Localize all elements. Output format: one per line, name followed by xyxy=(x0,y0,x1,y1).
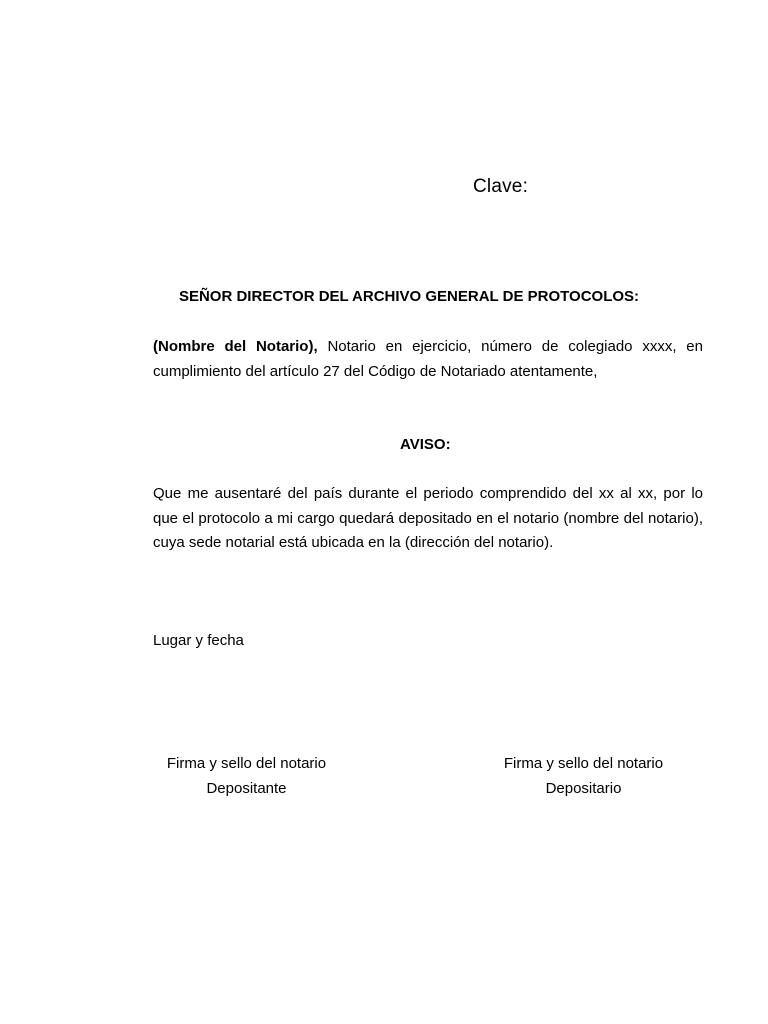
signature-label: Firma y sello del notario xyxy=(166,755,327,772)
place-date-line: Lugar y fecha xyxy=(153,632,244,649)
signature-block-depositario xyxy=(490,752,677,801)
signature-label: Firma y sello del notario xyxy=(503,755,664,772)
aviso-heading: AVISO: xyxy=(400,436,451,453)
addressee-heading: SEÑOR DIRECTOR DEL ARCHIVO GENERAL DE PROTOCOLOS: xyxy=(178,288,640,305)
signature-role: Depositante xyxy=(206,779,287,797)
intro-paragraph xyxy=(153,335,703,384)
signature-role: Depositario xyxy=(545,779,622,797)
signature-block-depositante xyxy=(153,752,340,801)
intro-text: Notario en ejercicio, número de colegiado xxxx, en cumplimiento del artículo 27 del Código de Notariado atentamente, xyxy=(153,338,703,380)
notary-name-placeholder: (Nombre del Notario), xyxy=(153,338,318,355)
body-paragraph: Que me ausentaré del país durante el periodo comprendido del xx al xx, por lo que el protocolo a mi cargo quedará depositado en el notario (nombre del notario), cuya sede notarial está ubicada en la (dirección del notario). xyxy=(153,485,703,551)
clave-label: Clave: xyxy=(473,176,529,197)
